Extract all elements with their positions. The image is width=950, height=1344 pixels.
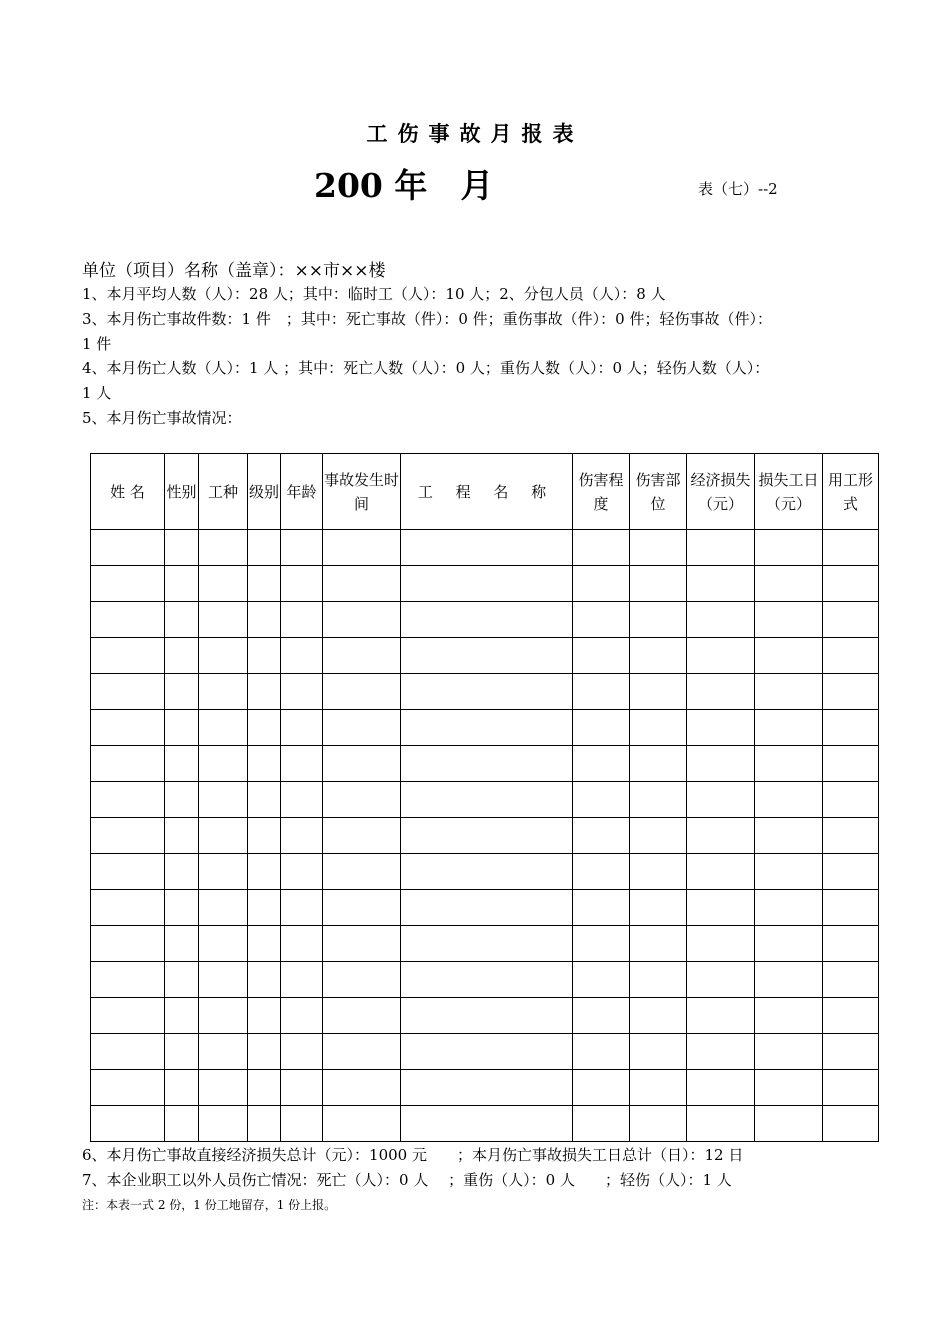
table-cell[interactable] — [755, 602, 823, 638]
table-cell[interactable] — [91, 962, 165, 998]
col-lost-workdays-label: 损失工日（元） — [758, 470, 819, 513]
table-cell[interactable] — [165, 674, 199, 710]
table-cell[interactable] — [91, 710, 165, 746]
table-cell[interactable] — [248, 1070, 281, 1106]
col-project-name-label: 工 程 名 称 — [417, 482, 556, 501]
table-cell[interactable] — [755, 566, 823, 602]
col-injury-part — [630, 454, 687, 530]
table-cell[interactable] — [199, 782, 248, 818]
table-cell[interactable] — [573, 782, 630, 818]
table-cell[interactable] — [91, 890, 165, 926]
footer-line-7: 7、本企业职工以外人员伤亡情况：死亡（人）：0 人 ；重伤（人）：0 人 ；轻伤（人）：1 人 — [82, 1171, 732, 1189]
table-cell[interactable] — [323, 854, 401, 890]
table-cell[interactable] — [401, 602, 573, 638]
table-cell[interactable] — [755, 998, 823, 1034]
table-cell[interactable] — [199, 638, 248, 674]
table-cell[interactable] — [199, 602, 248, 638]
table-cell[interactable] — [281, 710, 323, 746]
table-cell[interactable] — [248, 890, 281, 926]
table-row — [91, 710, 879, 746]
table-cell[interactable] — [323, 674, 401, 710]
table-cell[interactable] — [323, 926, 401, 962]
table-cell[interactable] — [199, 998, 248, 1034]
table-cell[interactable] — [248, 782, 281, 818]
col-employment-form — [823, 454, 879, 530]
table-cell[interactable] — [687, 998, 755, 1034]
table-cell[interactable] — [91, 638, 165, 674]
table-cell[interactable] — [199, 566, 248, 602]
table-cell[interactable] — [823, 782, 879, 818]
table-cell[interactable] — [630, 998, 687, 1034]
table-cell[interactable] — [823, 746, 879, 782]
table-cell[interactable] — [823, 1034, 879, 1070]
table-cell[interactable] — [199, 674, 248, 710]
col-employment-form-label: 用工形式 — [827, 470, 873, 513]
table-row — [91, 1034, 879, 1070]
table-cell[interactable] — [91, 854, 165, 890]
table-cell[interactable] — [91, 602, 165, 638]
table-cell[interactable] — [281, 998, 323, 1034]
col-grade-label: 级别 — [248, 482, 279, 501]
table-cell[interactable] — [630, 1070, 687, 1106]
table-cell[interactable] — [91, 782, 165, 818]
table-row — [91, 854, 879, 890]
table-cell[interactable] — [573, 926, 630, 962]
table-row — [91, 890, 879, 926]
table-cell[interactable] — [281, 782, 323, 818]
table-cell[interactable] — [401, 674, 573, 710]
table-cell[interactable] — [165, 926, 199, 962]
table-cell[interactable] — [91, 1070, 165, 1106]
table-cell[interactable] — [248, 926, 281, 962]
col-economic-loss-label: 经济损失（元） — [690, 470, 751, 513]
table-cell[interactable] — [573, 602, 630, 638]
table-cell[interactable] — [687, 530, 755, 566]
table-cell[interactable] — [165, 890, 199, 926]
col-economic-loss — [687, 454, 755, 530]
table-cell[interactable] — [823, 926, 879, 962]
table-cell[interactable] — [165, 530, 199, 566]
table-cell[interactable] — [687, 962, 755, 998]
table-cell[interactable] — [323, 710, 401, 746]
table-row — [91, 1070, 879, 1106]
table-cell[interactable] — [573, 818, 630, 854]
table-cell[interactable] — [823, 854, 879, 890]
info-line-4-cont: 1 人 — [82, 384, 112, 402]
table-cell[interactable] — [248, 530, 281, 566]
table-cell[interactable] — [630, 1034, 687, 1070]
table-cell[interactable] — [199, 1106, 248, 1142]
table-cell[interactable] — [687, 602, 755, 638]
table-row — [91, 1106, 879, 1142]
table-cell[interactable] — [199, 1034, 248, 1070]
table-cell[interactable] — [199, 1070, 248, 1106]
table-cell[interactable] — [687, 746, 755, 782]
table-cell[interactable] — [323, 638, 401, 674]
table-cell[interactable] — [248, 710, 281, 746]
table-cell[interactable] — [401, 818, 573, 854]
table-cell[interactable] — [323, 1034, 401, 1070]
table-cell[interactable] — [165, 854, 199, 890]
form-number: 表（七）--2 — [698, 180, 778, 198]
table-cell[interactable] — [401, 1034, 573, 1070]
table-cell[interactable] — [91, 818, 165, 854]
table-cell[interactable] — [630, 926, 687, 962]
table-cell[interactable] — [281, 926, 323, 962]
col-accident-time-label: 事故发生时间 — [323, 470, 399, 513]
table-cell[interactable] — [573, 674, 630, 710]
table-cell[interactable] — [165, 818, 199, 854]
table-cell[interactable] — [823, 566, 879, 602]
table-cell[interactable] — [573, 638, 630, 674]
table-cell[interactable] — [199, 926, 248, 962]
table-cell[interactable] — [165, 1070, 199, 1106]
footer-line-6: 6、本月伤亡事故直接经济损失总计（元）：1000 元 ；本月伤亡事故损失工日总计（日）：12 日 — [82, 1146, 744, 1164]
table-cell[interactable] — [281, 1070, 323, 1106]
table-cell[interactable] — [573, 854, 630, 890]
table-cell[interactable] — [823, 1070, 879, 1106]
table-cell[interactable] — [573, 962, 630, 998]
col-job-type — [199, 454, 248, 530]
unit-name: 单位（项目）名称（盖章）：××市××楼 — [82, 261, 386, 281]
table-row — [91, 530, 879, 566]
table-cell[interactable] — [165, 1106, 199, 1142]
report-title: 工伤事故月报表 — [366, 122, 584, 146]
table-cell[interactable] — [573, 566, 630, 602]
table-cell[interactable] — [281, 1106, 323, 1142]
info-line-3-cont: 1 件 — [82, 335, 112, 353]
table-cell[interactable] — [755, 890, 823, 926]
info-line-5: 5、本月伤亡事故情况： — [82, 409, 242, 427]
table-cell[interactable] — [91, 998, 165, 1034]
table-cell[interactable] — [823, 674, 879, 710]
table-cell[interactable] — [687, 818, 755, 854]
table-cell[interactable] — [401, 854, 573, 890]
col-gender-label: 性别 — [166, 482, 197, 501]
table-cell[interactable] — [401, 782, 573, 818]
table-cell[interactable] — [165, 782, 199, 818]
table-cell[interactable] — [281, 566, 323, 602]
table-cell[interactable] — [281, 854, 323, 890]
table-cell[interactable] — [687, 710, 755, 746]
table-cell[interactable] — [755, 926, 823, 962]
table-cell[interactable] — [323, 962, 401, 998]
col-job-type-label: 工种 — [207, 482, 238, 501]
table-row — [91, 602, 879, 638]
table-cell[interactable] — [248, 818, 281, 854]
table-cell[interactable] — [165, 746, 199, 782]
col-injury-degree — [573, 454, 630, 530]
table-cell[interactable] — [401, 1070, 573, 1106]
col-name — [91, 454, 165, 530]
table-cell[interactable] — [630, 530, 687, 566]
footer-note: 注：本表一式 2 份，1 份工地留存，1 份上报。 — [82, 1198, 337, 1212]
table-row — [91, 926, 879, 962]
table-cell[interactable] — [281, 962, 323, 998]
table-cell[interactable] — [687, 854, 755, 890]
table-row — [91, 962, 879, 998]
table-cell[interactable] — [323, 998, 401, 1034]
col-grade — [248, 454, 281, 530]
table-cell[interactable] — [630, 1106, 687, 1142]
table-cell[interactable] — [687, 1034, 755, 1070]
table-cell[interactable] — [755, 854, 823, 890]
table-cell[interactable] — [823, 962, 879, 998]
table-cell[interactable] — [323, 1070, 401, 1106]
table-cell[interactable] — [630, 818, 687, 854]
table-row — [91, 638, 879, 674]
table-cell[interactable] — [630, 566, 687, 602]
accident-table — [90, 453, 879, 1142]
table-cell[interactable] — [91, 530, 165, 566]
table-cell[interactable] — [281, 602, 323, 638]
table-cell[interactable] — [401, 710, 573, 746]
col-gender — [165, 454, 199, 530]
table-cell[interactable] — [755, 1106, 823, 1142]
table-cell[interactable] — [573, 746, 630, 782]
table-cell[interactable] — [248, 602, 281, 638]
table-cell[interactable] — [401, 746, 573, 782]
table-cell[interactable] — [755, 1034, 823, 1070]
table-cell[interactable] — [755, 818, 823, 854]
table-cell[interactable] — [401, 566, 573, 602]
table-cell[interactable] — [323, 1106, 401, 1142]
table-cell[interactable] — [165, 566, 199, 602]
table-cell[interactable] — [630, 854, 687, 890]
table-cell[interactable] — [755, 710, 823, 746]
table-cell[interactable] — [687, 638, 755, 674]
table-cell[interactable] — [630, 710, 687, 746]
table-cell[interactable] — [323, 890, 401, 926]
table-cell[interactable] — [687, 890, 755, 926]
table-cell[interactable] — [91, 746, 165, 782]
table-cell[interactable] — [401, 1106, 573, 1142]
table-cell[interactable] — [199, 962, 248, 998]
table-cell[interactable] — [573, 1034, 630, 1070]
table-cell[interactable] — [165, 710, 199, 746]
table-cell[interactable] — [281, 1034, 323, 1070]
table-cell[interactable] — [323, 818, 401, 854]
table-cell[interactable] — [573, 1106, 630, 1142]
table-cell[interactable] — [687, 674, 755, 710]
table-cell[interactable] — [248, 854, 281, 890]
table-body — [91, 530, 879, 1142]
table-cell[interactable] — [165, 998, 199, 1034]
col-accident-time — [323, 454, 401, 530]
col-age-label: 年龄 — [286, 482, 317, 501]
table-row — [91, 674, 879, 710]
table-cell[interactable] — [755, 962, 823, 998]
col-lost-workdays — [755, 454, 823, 530]
table-cell[interactable] — [281, 890, 323, 926]
table-cell[interactable] — [573, 710, 630, 746]
table-cell[interactable] — [401, 638, 573, 674]
table-cell[interactable] — [687, 926, 755, 962]
info-line-4: 4、本月伤亡人数（人）：1 人 ；其中：死亡人数（人）：0 人；重伤人数（人）：0 人；轻伤人数（人）： — [82, 359, 770, 377]
table-cell[interactable] — [91, 674, 165, 710]
table-cell[interactable] — [401, 926, 573, 962]
table-cell[interactable] — [823, 602, 879, 638]
table-cell[interactable] — [199, 854, 248, 890]
table-cell[interactable] — [401, 890, 573, 926]
table-cell[interactable] — [248, 1106, 281, 1142]
table-row — [91, 998, 879, 1034]
col-injury-degree-label: 伤害程度 — [578, 470, 624, 513]
table-cell[interactable] — [248, 998, 281, 1034]
table-cell[interactable] — [630, 962, 687, 998]
table-cell[interactable] — [281, 674, 323, 710]
table-cell[interactable] — [248, 674, 281, 710]
table-cell[interactable] — [823, 998, 879, 1034]
table-cell[interactable] — [755, 638, 823, 674]
col-project-name — [401, 454, 573, 530]
table-cell[interactable] — [755, 1070, 823, 1106]
table-header-row — [91, 454, 879, 530]
table-row — [91, 566, 879, 602]
report-period: 200 年 月 — [314, 166, 494, 205]
table-cell[interactable] — [91, 566, 165, 602]
table-cell[interactable] — [573, 1070, 630, 1106]
table-cell[interactable] — [281, 818, 323, 854]
table-cell[interactable] — [248, 746, 281, 782]
table-cell[interactable] — [91, 1106, 165, 1142]
table-cell[interactable] — [630, 890, 687, 926]
table-cell[interactable] — [630, 746, 687, 782]
table-cell[interactable] — [281, 638, 323, 674]
table-row — [91, 782, 879, 818]
col-name-label: 姓 名 — [110, 482, 145, 501]
table-cell[interactable] — [323, 782, 401, 818]
table-cell[interactable] — [323, 566, 401, 602]
table-cell[interactable] — [281, 746, 323, 782]
table-cell[interactable] — [630, 674, 687, 710]
table-cell[interactable] — [687, 1106, 755, 1142]
table-cell[interactable] — [823, 1106, 879, 1142]
table-row — [91, 746, 879, 782]
table-cell[interactable] — [323, 602, 401, 638]
table-cell[interactable] — [630, 602, 687, 638]
table-cell[interactable] — [91, 926, 165, 962]
table-cell[interactable] — [823, 710, 879, 746]
table-cell[interactable] — [199, 710, 248, 746]
table-cell[interactable] — [630, 782, 687, 818]
table-cell[interactable] — [248, 638, 281, 674]
table-cell[interactable] — [573, 890, 630, 926]
table-cell[interactable] — [323, 746, 401, 782]
col-age — [281, 454, 323, 530]
table-cell[interactable] — [687, 782, 755, 818]
table-cell[interactable] — [401, 998, 573, 1034]
table-cell[interactable] — [323, 530, 401, 566]
table-cell[interactable] — [401, 962, 573, 998]
table-cell[interactable] — [823, 530, 879, 566]
table-cell[interactable] — [823, 638, 879, 674]
table-cell[interactable] — [573, 530, 630, 566]
table-cell[interactable] — [755, 674, 823, 710]
table-cell[interactable] — [755, 782, 823, 818]
table-cell[interactable] — [823, 890, 879, 926]
table-cell[interactable] — [630, 638, 687, 674]
table-cell[interactable] — [165, 602, 199, 638]
table-cell[interactable] — [281, 530, 323, 566]
table-cell[interactable] — [165, 638, 199, 674]
table-cell[interactable] — [199, 746, 248, 782]
table-cell[interactable] — [687, 1070, 755, 1106]
info-line-3: 3、本月伤亡事故件数：1 件 ；其中：死亡事故（件）：0 件；重伤事故（件）：0 件；轻伤事故（件）： — [82, 310, 772, 328]
table-cell[interactable] — [165, 962, 199, 998]
table-cell[interactable] — [687, 566, 755, 602]
table-cell[interactable] — [755, 746, 823, 782]
table-cell[interactable] — [199, 818, 248, 854]
info-line-1: 1、本月平均人数（人）：28 人；其中：临时工（人）：10 人；2、分包人员（人）：8 人 — [82, 285, 666, 303]
table-cell[interactable] — [248, 1034, 281, 1070]
table-cell[interactable] — [165, 1034, 199, 1070]
table-cell[interactable] — [573, 998, 630, 1034]
table-cell[interactable] — [91, 1034, 165, 1070]
table-cell[interactable] — [823, 818, 879, 854]
table-cell[interactable] — [755, 530, 823, 566]
table-cell[interactable] — [248, 566, 281, 602]
table-cell[interactable] — [199, 530, 248, 566]
table-row — [91, 818, 879, 854]
table-cell[interactable] — [401, 530, 573, 566]
table-cell[interactable] — [199, 890, 248, 926]
col-injury-part-label: 伤害部位 — [635, 470, 681, 513]
table-cell[interactable] — [248, 962, 281, 998]
